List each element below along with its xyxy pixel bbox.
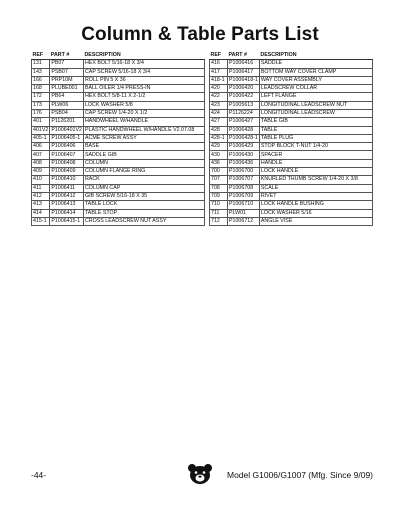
part-number-cell: P1006709 <box>228 192 260 200</box>
ref-cell: 405-1 <box>32 134 50 142</box>
part-number-cell: P1126224 <box>228 109 260 117</box>
description-cell: HANDLE <box>259 159 372 167</box>
table-row <box>32 143 205 151</box>
part-number-cell: PLW01 <box>228 209 260 217</box>
part-number-cell: PB64 <box>50 93 84 101</box>
description-cell: CAP SCREW 5/16-18 X 3/4 <box>83 68 204 76</box>
part-number-cell: P1006410 <box>50 176 84 184</box>
ref-cell: 410 <box>32 176 50 184</box>
ref-cell: 401V2 <box>33 126 49 133</box>
part-number-cell: P1006422 <box>228 93 260 101</box>
ref-cell: 414 <box>32 209 50 217</box>
table-row <box>210 118 373 126</box>
ref-cell: 415-1 <box>32 217 50 225</box>
ref-cell: 418-1 <box>210 76 228 84</box>
description-cell: SADDLE GIB <box>83 151 204 159</box>
part-number-cell: P1006407 <box>50 151 84 159</box>
table-row <box>210 101 373 109</box>
ref-cell: 131 <box>32 60 50 68</box>
table-row <box>210 151 373 159</box>
part-number-cell: P1006430 <box>228 151 260 159</box>
part-number-cell: P1006405-1 <box>50 134 84 142</box>
description-cell: TABLE GIB <box>259 118 372 126</box>
table-row <box>32 176 205 184</box>
part-number-cell: P1006700 <box>228 168 260 176</box>
part-number-cell: P1006414 <box>50 209 84 217</box>
ref-cell: 172 <box>32 93 50 101</box>
description-cell: COLUMN <box>83 159 204 167</box>
description-cell: TABLE PLUG <box>259 134 372 142</box>
table-row <box>210 159 373 167</box>
column-header-part: PART # <box>228 52 260 60</box>
parts-table-right-body <box>210 60 373 226</box>
ref-cell: 416 <box>210 60 228 68</box>
part-number-cell: P1006408 <box>50 159 84 167</box>
part-number-cell: P1006409 <box>50 168 84 176</box>
ref-cell: 406 <box>32 143 50 151</box>
ref-cell: 427 <box>210 118 228 126</box>
description-cell: LEFT FLANGE <box>259 93 372 101</box>
table-row <box>32 109 205 117</box>
description-cell: HEX BOLT 5/8-11 X 2-1/2 <box>83 93 204 101</box>
ref-cell: 409 <box>32 168 50 176</box>
table-row <box>32 126 205 134</box>
description-cell: GIB SCREW 5/16-18 X 35 <box>83 192 204 200</box>
description-cell: LEADSCREW COLLAR <box>259 85 372 93</box>
ref-cell: 424 <box>210 109 228 117</box>
table-row <box>32 60 205 68</box>
column-header-ref: REF <box>32 52 50 60</box>
column-header-part: PART # <box>50 52 84 60</box>
description-cell: SADDLE <box>259 60 372 68</box>
table-row <box>32 209 205 217</box>
ref-cell: 710 <box>210 201 228 209</box>
description-cell: TABLE STOP <box>83 209 204 217</box>
part-number-cell: P1006417 <box>228 68 260 76</box>
part-number-cell: P1006428-1 <box>229 134 258 141</box>
description-cell: LONGITUDINAL LEADSCREW NUT <box>259 101 372 109</box>
ref-cell: 430 <box>210 151 228 159</box>
table-row <box>210 68 373 76</box>
description-cell: COLUMN CAP <box>83 184 204 192</box>
table-row <box>32 101 205 109</box>
description-cell: LOCK WASHER 5/8 <box>83 101 204 109</box>
ref-cell: 173 <box>32 101 50 109</box>
description-cell: RIVET <box>259 192 372 200</box>
parts-table-right <box>209 52 373 226</box>
table-row <box>32 184 205 192</box>
part-number-cell: P1006429 <box>228 143 260 151</box>
description-cell: LOCK HANDLE BUSHING <box>259 201 372 209</box>
table-row <box>32 217 205 225</box>
description-cell: CROSS LEADSCREW NUT ASSY <box>83 217 204 225</box>
part-number-cell: PLW06 <box>50 101 84 109</box>
table-row <box>32 85 205 93</box>
part-number-cell: P1006428 <box>228 126 260 134</box>
ref-cell: 423 <box>210 101 228 109</box>
part-number-cell: PSB04 <box>50 109 84 117</box>
description-cell: ANGLE VISE <box>259 217 372 225</box>
ref-cell: 408 <box>32 159 50 167</box>
description-cell: CAP SCREW 1/4-20 X 1/2 <box>83 109 204 117</box>
table-row <box>32 76 205 84</box>
description-cell: BASE <box>83 143 204 151</box>
table-row <box>32 151 205 159</box>
part-number-cell: P1006412 <box>50 192 84 200</box>
part-number-cell: P1006710 <box>228 201 260 209</box>
description-cell: LOCK HANDLE <box>259 168 372 176</box>
table-row <box>210 93 373 101</box>
part-number-cell: P1006712 <box>228 217 260 225</box>
table-row <box>210 85 373 93</box>
ref-cell: 708 <box>210 184 228 192</box>
column-header-description: DESCRIPTION <box>259 52 372 60</box>
table-row <box>210 184 373 192</box>
part-number-cell: P1006416 <box>228 60 260 68</box>
description-cell: COLUMN FLANGE RING <box>83 168 204 176</box>
page-title: Column & Table Parts List <box>81 24 319 45</box>
ref-cell: 712 <box>210 217 228 225</box>
part-number-cell: P1006401V2 <box>51 126 82 133</box>
column-header-ref: REF <box>210 52 228 60</box>
part-number-cell: PLUBE001 <box>50 85 84 93</box>
ref-cell: 420 <box>210 85 228 93</box>
table-row <box>210 134 373 142</box>
description-cell: STOP BLOCK T-NUT 1/4-20 <box>259 143 372 151</box>
description-cell: SCALE <box>259 184 372 192</box>
table-row <box>32 159 205 167</box>
part-number-cell: P1006406 <box>50 143 84 151</box>
ref-cell: 709 <box>210 192 228 200</box>
table-header-row <box>32 52 205 60</box>
ref-cell: 428 <box>210 126 228 134</box>
part-number-cell: PSB07 <box>50 68 84 76</box>
ref-cell: 417 <box>210 68 228 76</box>
description-cell: HANDWHEEL W/HANDLE <box>83 118 204 126</box>
description-cell: WAY COVER ASSEMBLY <box>259 76 372 84</box>
ref-cell: 436 <box>210 159 228 167</box>
description-cell: PLASTIC HANDWHEEL W/HANDLE V2.07.08 <box>83 126 204 134</box>
table-row <box>32 134 205 142</box>
table-row <box>32 192 205 200</box>
part-number-cell: PB07 <box>50 60 84 68</box>
column-header-description: DESCRIPTION <box>83 52 204 60</box>
description-cell: LONGITUDINAL LEADSCREW <box>259 109 372 117</box>
table-row <box>32 168 205 176</box>
model-info: Model G1006/G1007 (Mfg. Since 9/09) <box>227 470 373 480</box>
table-row <box>210 126 373 134</box>
part-number-cell: P1006411 <box>50 184 84 192</box>
part-number-cell: P1006427 <box>228 118 260 126</box>
part-number-cell: P1006707 <box>228 176 260 184</box>
description-cell: ACME SCREW ASSY <box>83 134 204 142</box>
description-cell: HEX BOLT 5/16-18 X 3/4 <box>83 60 204 68</box>
table-row <box>210 201 373 209</box>
ref-cell: 707 <box>210 176 228 184</box>
part-number-cell: P1006415-1 <box>50 217 84 225</box>
part-number-cell: P1006420 <box>228 85 260 93</box>
table-row <box>210 217 373 225</box>
ref-cell: 143 <box>32 68 50 76</box>
parts-table-left <box>31 52 205 226</box>
ref-cell: 422 <box>210 93 228 101</box>
table-row <box>210 143 373 151</box>
description-cell: RACK <box>83 176 204 184</box>
table-header-row <box>210 52 373 60</box>
table-row <box>210 76 373 84</box>
parts-table-left-body <box>32 60 205 226</box>
description-cell: LOCK WASHER 5/16 <box>259 209 372 217</box>
description-cell: SPACER <box>259 151 372 159</box>
ref-cell: 407 <box>32 151 50 159</box>
table-row <box>210 192 373 200</box>
description-cell: TABLE LOCK <box>83 201 204 209</box>
ref-cell: 401 <box>32 118 50 126</box>
table-row <box>210 168 373 176</box>
ref-cell: 428-1 <box>210 134 228 142</box>
ref-cell: 168 <box>32 85 50 93</box>
description-cell: KNURLED THUMB SCREW 1/4-20 X 3/8 <box>259 176 372 184</box>
description-cell: BALL OILER 1/4 PRESS-IN <box>83 85 204 93</box>
ref-cell: 412 <box>32 192 50 200</box>
ref-cell: 176 <box>32 109 50 117</box>
part-number-cell: P1006436 <box>228 159 260 167</box>
table-row <box>32 201 205 209</box>
table-row <box>210 209 373 217</box>
part-number-cell: P1006413 <box>50 201 84 209</box>
ref-cell: 166 <box>32 76 50 84</box>
bear-head-logo-icon <box>187 463 213 485</box>
part-number-cell: P1006418-1 <box>229 76 258 83</box>
part-number-cell: PRP10M <box>50 76 84 84</box>
description-cell: BOTTOM WAY COVER CLAMP <box>259 68 372 76</box>
ref-cell: 413 <box>32 201 50 209</box>
ref-cell: 411 <box>32 184 50 192</box>
part-number-cell: P1126201 <box>50 118 84 126</box>
table-row <box>32 68 205 76</box>
part-number-cell: P1005613 <box>228 101 260 109</box>
table-row <box>32 93 205 101</box>
ref-cell: 700 <box>210 168 228 176</box>
page-number: -44- <box>31 470 47 480</box>
table-row <box>210 109 373 117</box>
table-row <box>32 118 205 126</box>
ref-cell: 429 <box>210 143 228 151</box>
part-number-cell: P1006708 <box>228 184 260 192</box>
table-row <box>210 176 373 184</box>
table-row <box>210 60 373 68</box>
ref-cell: 711 <box>210 209 228 217</box>
description-cell: TABLE <box>259 126 372 134</box>
description-cell: ROLL PIN 5 X 36 <box>83 76 204 84</box>
